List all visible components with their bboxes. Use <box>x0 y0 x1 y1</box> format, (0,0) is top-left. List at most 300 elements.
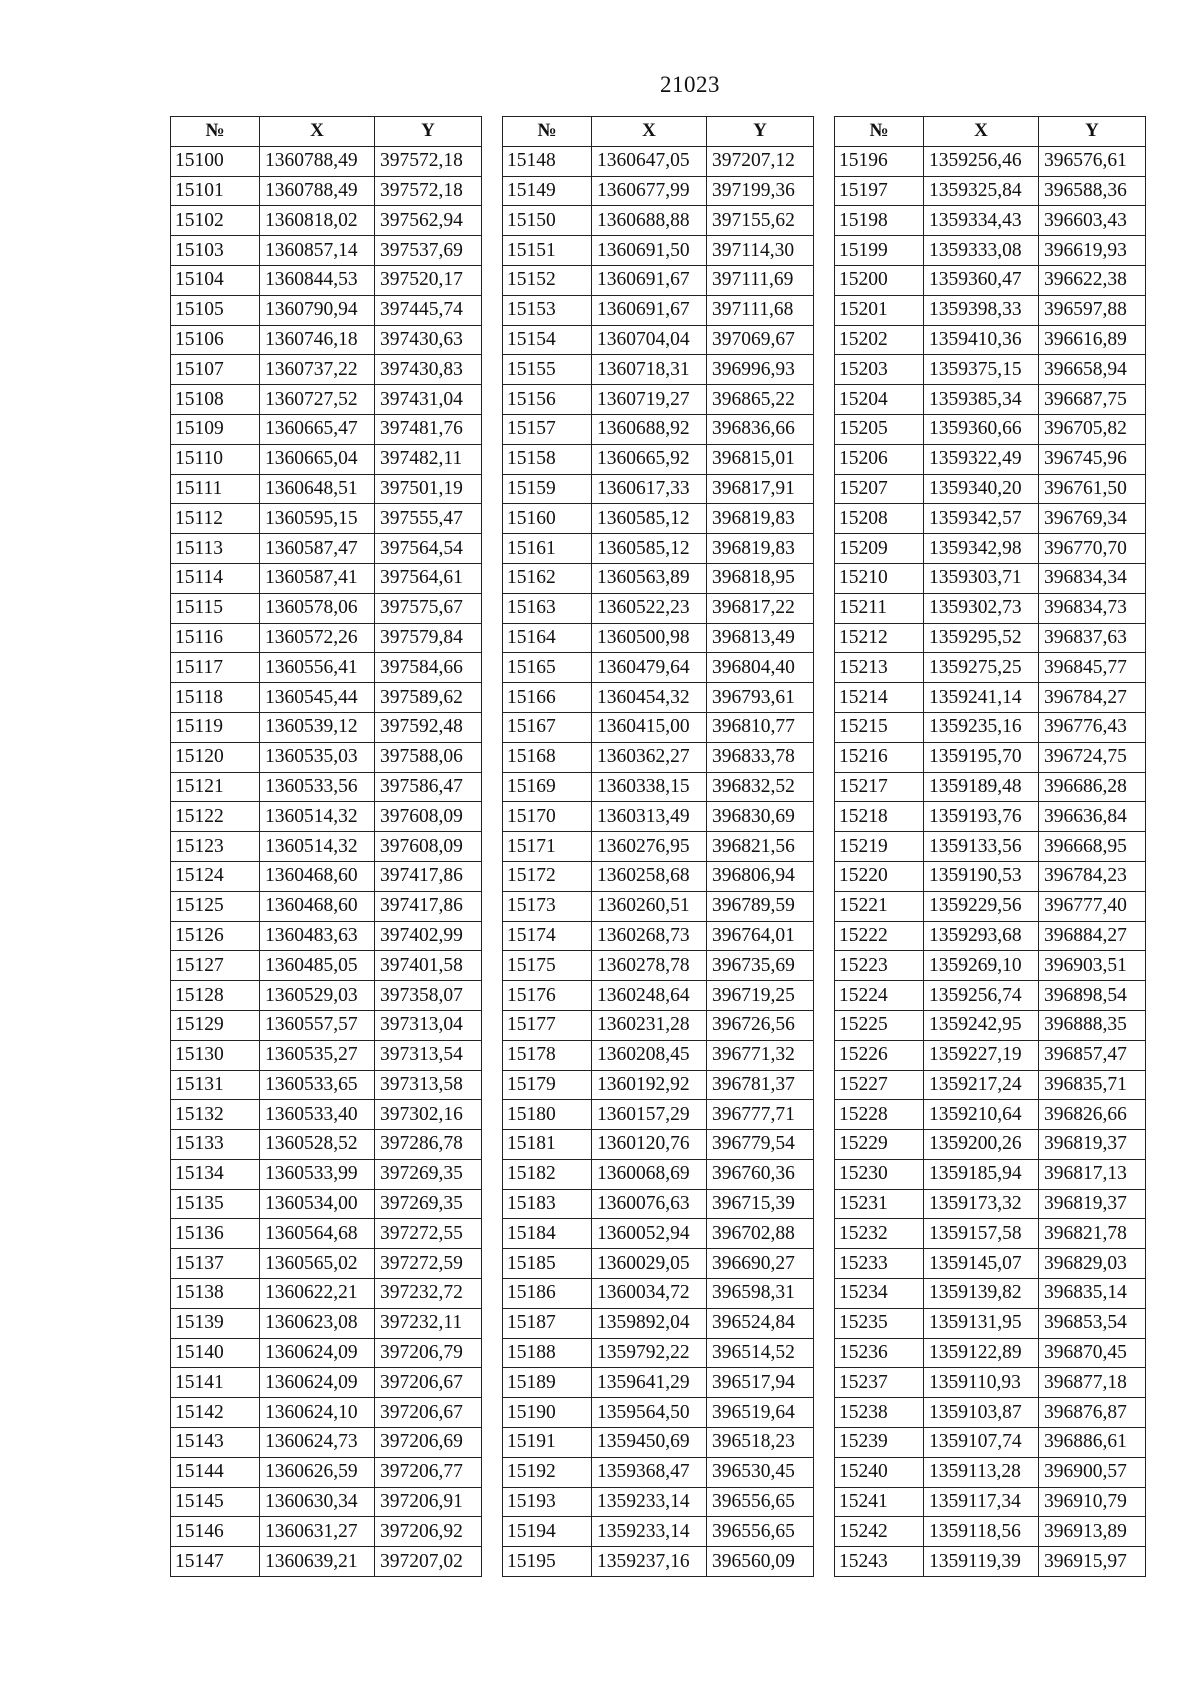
table-row <box>835 1130 1146 1160</box>
x-coordinate-cell: 1359233,14 <box>592 1517 707 1547</box>
point-number-cell: 15186 <box>503 1279 592 1309</box>
point-number-cell: 15142 <box>171 1398 260 1428</box>
point-number-cell: 15125 <box>171 891 260 921</box>
coordinate-table-3 <box>834 116 1146 1577</box>
table-row <box>171 325 482 355</box>
x-coordinate-cell: 1360539,12 <box>260 712 375 742</box>
point-number-cell: 15115 <box>171 593 260 623</box>
table-row <box>171 951 482 981</box>
table-row <box>835 802 1146 832</box>
point-number-cell: 15202 <box>835 325 924 355</box>
x-coordinate-cell: 1359233,14 <box>592 1487 707 1517</box>
y-coordinate-cell: 396835,14 <box>1039 1279 1146 1309</box>
point-number-cell: 15197 <box>835 176 924 206</box>
table-row <box>503 504 814 534</box>
y-coordinate-cell: 397588,06 <box>375 742 482 772</box>
y-coordinate-cell: 396761,50 <box>1039 474 1146 504</box>
point-number-cell: 15163 <box>503 593 592 623</box>
x-coordinate-cell: 1359173,32 <box>924 1189 1039 1219</box>
table-row <box>171 1338 482 1368</box>
x-coordinate-cell: 1360479,64 <box>592 653 707 683</box>
y-coordinate-cell: 397111,68 <box>707 295 814 325</box>
point-number-cell: 15117 <box>171 653 260 683</box>
point-number-cell: 15183 <box>503 1189 592 1219</box>
x-coordinate-cell: 1360572,26 <box>260 623 375 653</box>
table-row <box>503 802 814 832</box>
y-coordinate-cell: 397481,76 <box>375 414 482 444</box>
y-coordinate-cell: 396719,25 <box>707 981 814 1011</box>
x-coordinate-cell: 1360248,64 <box>592 981 707 1011</box>
point-number-cell: 15137 <box>171 1249 260 1279</box>
point-number-cell: 15150 <box>503 206 592 236</box>
x-coordinate-cell: 1360688,88 <box>592 206 707 236</box>
x-coordinate-cell: 1359792,22 <box>592 1338 707 1368</box>
y-coordinate-cell: 396870,45 <box>1039 1338 1146 1368</box>
x-coordinate-cell: 1360818,02 <box>260 206 375 236</box>
x-coordinate-cell: 1360788,49 <box>260 146 375 176</box>
y-coordinate-cell: 396789,59 <box>707 891 814 921</box>
point-number-cell: 15123 <box>171 832 260 862</box>
x-coordinate-cell: 1360595,15 <box>260 504 375 534</box>
point-number-cell: 15210 <box>835 563 924 593</box>
y-coordinate-cell: 397537,69 <box>375 236 482 266</box>
x-coordinate-cell: 1360737,22 <box>260 355 375 385</box>
table-row <box>171 1010 482 1040</box>
x-coordinate-cell: 1359892,04 <box>592 1308 707 1338</box>
table-row <box>835 474 1146 504</box>
x-coordinate-cell: 1360514,32 <box>260 832 375 862</box>
x-coordinate-cell: 1360483,63 <box>260 921 375 951</box>
table-row <box>503 712 814 742</box>
y-coordinate-cell: 396597,88 <box>1039 295 1146 325</box>
point-number-cell: 15126 <box>171 921 260 951</box>
table-row <box>171 1487 482 1517</box>
x-coordinate-cell: 1360639,21 <box>260 1547 375 1577</box>
table-row <box>835 1547 1146 1577</box>
y-coordinate-cell: 396915,97 <box>1039 1547 1146 1577</box>
header-num: № <box>503 117 592 147</box>
table-row <box>171 832 482 862</box>
table-row <box>171 1428 482 1458</box>
point-number-cell: 15135 <box>171 1189 260 1219</box>
point-number-cell: 15233 <box>835 1249 924 1279</box>
point-number-cell: 15238 <box>835 1398 924 1428</box>
point-number-cell: 15170 <box>503 802 592 832</box>
table-row <box>503 325 814 355</box>
point-number-cell: 15240 <box>835 1457 924 1487</box>
table-row <box>835 355 1146 385</box>
table-row <box>503 176 814 206</box>
y-coordinate-cell: 396556,65 <box>707 1517 814 1547</box>
x-coordinate-cell: 1360231,28 <box>592 1010 707 1040</box>
table-row <box>171 802 482 832</box>
point-number-cell: 15178 <box>503 1040 592 1070</box>
point-number-cell: 15145 <box>171 1487 260 1517</box>
point-number-cell: 15173 <box>503 891 592 921</box>
point-number-cell: 15102 <box>171 206 260 236</box>
x-coordinate-cell: 1359118,56 <box>924 1517 1039 1547</box>
table-row <box>835 385 1146 415</box>
point-number-cell: 15194 <box>503 1517 592 1547</box>
table-row <box>835 504 1146 534</box>
point-number-cell: 15141 <box>171 1368 260 1398</box>
point-number-cell: 15149 <box>503 176 592 206</box>
point-number-cell: 15209 <box>835 534 924 564</box>
table-row <box>171 355 482 385</box>
y-coordinate-cell: 396821,56 <box>707 832 814 862</box>
point-number-cell: 15205 <box>835 414 924 444</box>
table-row <box>503 623 814 653</box>
x-coordinate-cell: 1360665,92 <box>592 444 707 474</box>
table-row <box>503 1517 814 1547</box>
table-row <box>503 414 814 444</box>
point-number-cell: 15198 <box>835 206 924 236</box>
y-coordinate-cell: 396764,01 <box>707 921 814 951</box>
point-number-cell: 15177 <box>503 1010 592 1040</box>
y-coordinate-cell: 396834,73 <box>1039 593 1146 623</box>
point-number-cell: 15131 <box>171 1070 260 1100</box>
point-number-cell: 15113 <box>171 534 260 564</box>
point-number-cell: 15231 <box>835 1189 924 1219</box>
header-num: № <box>171 117 260 147</box>
y-coordinate-cell: 397206,69 <box>375 1428 482 1458</box>
y-coordinate-cell: 396777,40 <box>1039 891 1146 921</box>
x-coordinate-cell: 1360691,67 <box>592 265 707 295</box>
point-number-cell: 15237 <box>835 1368 924 1398</box>
point-number-cell: 15122 <box>171 802 260 832</box>
x-coordinate-cell: 1360528,52 <box>260 1130 375 1160</box>
table-row <box>503 1070 814 1100</box>
y-coordinate-cell: 397592,48 <box>375 712 482 742</box>
y-coordinate-cell: 396833,78 <box>707 742 814 772</box>
y-coordinate-cell: 397155,62 <box>707 206 814 236</box>
point-number-cell: 15184 <box>503 1219 592 1249</box>
header-row <box>835 117 1146 147</box>
x-coordinate-cell: 1359242,95 <box>924 1010 1039 1040</box>
y-coordinate-cell: 397430,63 <box>375 325 482 355</box>
y-coordinate-cell: 397584,66 <box>375 653 482 683</box>
table-row <box>503 951 814 981</box>
y-coordinate-cell: 396832,52 <box>707 772 814 802</box>
table-row <box>503 772 814 802</box>
point-number-cell: 15140 <box>171 1338 260 1368</box>
x-coordinate-cell: 1360788,49 <box>260 176 375 206</box>
y-coordinate-cell: 397206,77 <box>375 1457 482 1487</box>
x-coordinate-cell: 1360556,41 <box>260 653 375 683</box>
point-number-cell: 15134 <box>171 1159 260 1189</box>
y-coordinate-cell: 396888,35 <box>1039 1010 1146 1040</box>
y-coordinate-cell: 397199,36 <box>707 176 814 206</box>
header-x: X <box>260 117 375 147</box>
point-number-cell: 15118 <box>171 683 260 713</box>
x-coordinate-cell: 1360545,44 <box>260 683 375 713</box>
point-number-cell: 15227 <box>835 1070 924 1100</box>
y-coordinate-cell: 397286,78 <box>375 1130 482 1160</box>
x-coordinate-cell: 1360624,73 <box>260 1428 375 1458</box>
point-number-cell: 15203 <box>835 355 924 385</box>
y-coordinate-cell: 397417,86 <box>375 861 482 891</box>
point-number-cell: 15214 <box>835 683 924 713</box>
y-coordinate-cell: 397313,04 <box>375 1010 482 1040</box>
y-coordinate-cell: 396781,37 <box>707 1070 814 1100</box>
x-coordinate-cell: 1360535,27 <box>260 1040 375 1070</box>
point-number-cell: 15164 <box>503 623 592 653</box>
y-coordinate-cell: 396817,13 <box>1039 1159 1146 1189</box>
table-row <box>503 1040 814 1070</box>
table-row <box>835 1219 1146 1249</box>
table-row <box>503 563 814 593</box>
y-coordinate-cell: 397206,67 <box>375 1398 482 1428</box>
point-number-cell: 15213 <box>835 653 924 683</box>
x-coordinate-cell: 1360565,02 <box>260 1249 375 1279</box>
y-coordinate-cell: 396771,32 <box>707 1040 814 1070</box>
x-coordinate-cell: 1360278,78 <box>592 951 707 981</box>
header-row <box>171 117 482 147</box>
table-row <box>835 325 1146 355</box>
table-row <box>503 355 814 385</box>
x-coordinate-cell: 1359275,25 <box>924 653 1039 683</box>
table-row <box>835 742 1146 772</box>
x-coordinate-cell: 1360587,47 <box>260 534 375 564</box>
y-coordinate-cell: 396726,56 <box>707 1010 814 1040</box>
table-row <box>171 1189 482 1219</box>
table-row <box>503 1547 814 1577</box>
point-number-cell: 15172 <box>503 861 592 891</box>
point-number-cell: 15230 <box>835 1159 924 1189</box>
table-row <box>835 1487 1146 1517</box>
point-number-cell: 15159 <box>503 474 592 504</box>
x-coordinate-cell: 1360034,72 <box>592 1279 707 1309</box>
y-coordinate-cell: 397402,99 <box>375 921 482 951</box>
x-coordinate-cell: 1360677,99 <box>592 176 707 206</box>
x-coordinate-cell: 1360624,09 <box>260 1368 375 1398</box>
y-coordinate-cell: 396724,75 <box>1039 742 1146 772</box>
y-coordinate-cell: 396817,22 <box>707 593 814 623</box>
y-coordinate-cell: 396834,34 <box>1039 563 1146 593</box>
point-number-cell: 15200 <box>835 265 924 295</box>
x-coordinate-cell: 1360052,94 <box>592 1219 707 1249</box>
table-row <box>835 1368 1146 1398</box>
table-row <box>171 1547 482 1577</box>
x-coordinate-cell: 1360578,06 <box>260 593 375 623</box>
point-number-cell: 15217 <box>835 772 924 802</box>
point-number-cell: 15215 <box>835 712 924 742</box>
y-coordinate-cell: 396826,66 <box>1039 1100 1146 1130</box>
point-number-cell: 15236 <box>835 1338 924 1368</box>
table-row <box>503 295 814 325</box>
y-coordinate-cell: 396519,64 <box>707 1398 814 1428</box>
table-row <box>835 593 1146 623</box>
y-coordinate-cell: 396913,89 <box>1039 1517 1146 1547</box>
y-coordinate-cell: 396898,54 <box>1039 981 1146 1011</box>
x-coordinate-cell: 1360624,10 <box>260 1398 375 1428</box>
y-coordinate-cell: 397608,09 <box>375 802 482 832</box>
table-row <box>503 534 814 564</box>
x-coordinate-cell: 1360533,40 <box>260 1100 375 1130</box>
y-coordinate-cell: 396690,27 <box>707 1249 814 1279</box>
x-coordinate-cell: 1360718,31 <box>592 355 707 385</box>
table-row <box>503 981 814 1011</box>
x-coordinate-cell: 1360563,89 <box>592 563 707 593</box>
point-number-cell: 15196 <box>835 146 924 176</box>
y-coordinate-cell: 397313,58 <box>375 1070 482 1100</box>
y-coordinate-cell: 396616,89 <box>1039 325 1146 355</box>
x-coordinate-cell: 1360029,05 <box>592 1249 707 1279</box>
point-number-cell: 15221 <box>835 891 924 921</box>
header-x: X <box>592 117 707 147</box>
y-coordinate-cell: 397482,11 <box>375 444 482 474</box>
x-coordinate-cell: 1360631,27 <box>260 1517 375 1547</box>
table-row <box>835 295 1146 325</box>
point-number-cell: 15148 <box>503 146 592 176</box>
x-coordinate-cell: 1359217,24 <box>924 1070 1039 1100</box>
point-number-cell: 15161 <box>503 534 592 564</box>
y-coordinate-cell: 396804,40 <box>707 653 814 683</box>
point-number-cell: 15218 <box>835 802 924 832</box>
x-coordinate-cell: 1359564,50 <box>592 1398 707 1428</box>
y-coordinate-cell: 396770,70 <box>1039 534 1146 564</box>
y-coordinate-cell: 397417,86 <box>375 891 482 921</box>
table-row <box>171 176 482 206</box>
table-row <box>171 742 482 772</box>
point-number-cell: 15219 <box>835 832 924 862</box>
table-row <box>835 1100 1146 1130</box>
x-coordinate-cell: 1359122,89 <box>924 1338 1039 1368</box>
x-coordinate-cell: 1359241,14 <box>924 683 1039 713</box>
table-row <box>835 772 1146 802</box>
table-row <box>171 1100 482 1130</box>
x-coordinate-cell: 1359375,15 <box>924 355 1039 385</box>
point-number-cell: 15225 <box>835 1010 924 1040</box>
x-coordinate-cell: 1360691,67 <box>592 295 707 325</box>
y-coordinate-cell: 396576,61 <box>1039 146 1146 176</box>
x-coordinate-cell: 1360587,41 <box>260 563 375 593</box>
y-coordinate-cell: 396884,27 <box>1039 921 1146 951</box>
y-coordinate-cell: 396598,31 <box>707 1279 814 1309</box>
point-number-cell: 15154 <box>503 325 592 355</box>
x-coordinate-cell: 1359325,84 <box>924 176 1039 206</box>
point-number-cell: 15224 <box>835 981 924 1011</box>
x-coordinate-cell: 1359117,34 <box>924 1487 1039 1517</box>
y-coordinate-cell: 396835,71 <box>1039 1070 1146 1100</box>
y-coordinate-cell: 396806,94 <box>707 861 814 891</box>
table-row <box>503 444 814 474</box>
y-coordinate-cell: 396836,66 <box>707 414 814 444</box>
point-number-cell: 15143 <box>171 1428 260 1458</box>
table-row <box>835 146 1146 176</box>
y-coordinate-cell: 396810,77 <box>707 712 814 742</box>
y-coordinate-cell: 397564,61 <box>375 563 482 593</box>
x-coordinate-cell: 1360529,03 <box>260 981 375 1011</box>
x-coordinate-cell: 1360534,00 <box>260 1189 375 1219</box>
x-coordinate-cell: 1360468,60 <box>260 861 375 891</box>
point-number-cell: 15201 <box>835 295 924 325</box>
y-coordinate-cell: 396830,69 <box>707 802 814 832</box>
x-coordinate-cell: 1359398,33 <box>924 295 1039 325</box>
x-coordinate-cell: 1359210,64 <box>924 1100 1039 1130</box>
y-coordinate-cell: 396876,87 <box>1039 1398 1146 1428</box>
y-coordinate-cell: 396779,54 <box>707 1130 814 1160</box>
point-number-cell: 15204 <box>835 385 924 415</box>
x-coordinate-cell: 1360623,08 <box>260 1308 375 1338</box>
point-number-cell: 15181 <box>503 1130 592 1160</box>
point-number-cell: 15190 <box>503 1398 592 1428</box>
y-coordinate-cell: 397520,17 <box>375 265 482 295</box>
y-coordinate-cell: 396903,51 <box>1039 951 1146 981</box>
x-coordinate-cell: 1360617,33 <box>592 474 707 504</box>
point-number-cell: 15106 <box>171 325 260 355</box>
y-coordinate-cell: 396687,75 <box>1039 385 1146 415</box>
table-row <box>503 1100 814 1130</box>
x-coordinate-cell: 1359190,53 <box>924 861 1039 891</box>
table-row <box>171 474 482 504</box>
table-row <box>835 236 1146 266</box>
x-coordinate-cell: 1359385,34 <box>924 385 1039 415</box>
y-coordinate-cell: 397206,79 <box>375 1338 482 1368</box>
table-row <box>503 1189 814 1219</box>
table-row <box>835 1249 1146 1279</box>
y-coordinate-cell: 396784,23 <box>1039 861 1146 891</box>
y-coordinate-cell: 397206,67 <box>375 1368 482 1398</box>
table-row <box>171 593 482 623</box>
x-coordinate-cell: 1360120,76 <box>592 1130 707 1160</box>
y-coordinate-cell: 396777,71 <box>707 1100 814 1130</box>
y-coordinate-cell: 396603,43 <box>1039 206 1146 236</box>
table-row <box>171 295 482 325</box>
x-coordinate-cell: 1359229,56 <box>924 891 1039 921</box>
point-number-cell: 15114 <box>171 563 260 593</box>
x-coordinate-cell: 1359193,76 <box>924 802 1039 832</box>
y-coordinate-cell: 397302,16 <box>375 1100 482 1130</box>
table-row <box>835 1517 1146 1547</box>
table-row <box>171 1517 482 1547</box>
point-number-cell: 15169 <box>503 772 592 802</box>
point-number-cell: 15228 <box>835 1100 924 1130</box>
y-coordinate-cell: 397232,72 <box>375 1279 482 1309</box>
point-number-cell: 15211 <box>835 593 924 623</box>
table-row <box>171 206 482 236</box>
table-row <box>171 981 482 1011</box>
point-number-cell: 15166 <box>503 683 592 713</box>
y-coordinate-cell: 396619,93 <box>1039 236 1146 266</box>
point-number-cell: 15223 <box>835 951 924 981</box>
y-coordinate-cell: 396784,27 <box>1039 683 1146 713</box>
table-row <box>503 1159 814 1189</box>
table-row <box>835 1040 1146 1070</box>
y-coordinate-cell: 397589,62 <box>375 683 482 713</box>
x-coordinate-cell: 1360258,68 <box>592 861 707 891</box>
x-coordinate-cell: 1360844,53 <box>260 265 375 295</box>
point-number-cell: 15136 <box>171 1219 260 1249</box>
y-coordinate-cell: 397272,59 <box>375 1249 482 1279</box>
x-coordinate-cell: 1359342,57 <box>924 504 1039 534</box>
point-number-cell: 15157 <box>503 414 592 444</box>
point-number-cell: 15171 <box>503 832 592 862</box>
y-coordinate-cell: 396702,88 <box>707 1219 814 1249</box>
x-coordinate-cell: 1360260,51 <box>592 891 707 921</box>
y-coordinate-cell: 396819,83 <box>707 504 814 534</box>
y-coordinate-cell: 397562,94 <box>375 206 482 236</box>
point-number-cell: 15146 <box>171 1517 260 1547</box>
x-coordinate-cell: 1360362,27 <box>592 742 707 772</box>
x-coordinate-cell: 1359256,74 <box>924 981 1039 1011</box>
point-number-cell: 15100 <box>171 146 260 176</box>
y-coordinate-cell: 397313,54 <box>375 1040 482 1070</box>
y-coordinate-cell: 397401,58 <box>375 951 482 981</box>
table-row <box>503 1398 814 1428</box>
x-coordinate-cell: 1360630,34 <box>260 1487 375 1517</box>
y-coordinate-cell: 397206,92 <box>375 1517 482 1547</box>
